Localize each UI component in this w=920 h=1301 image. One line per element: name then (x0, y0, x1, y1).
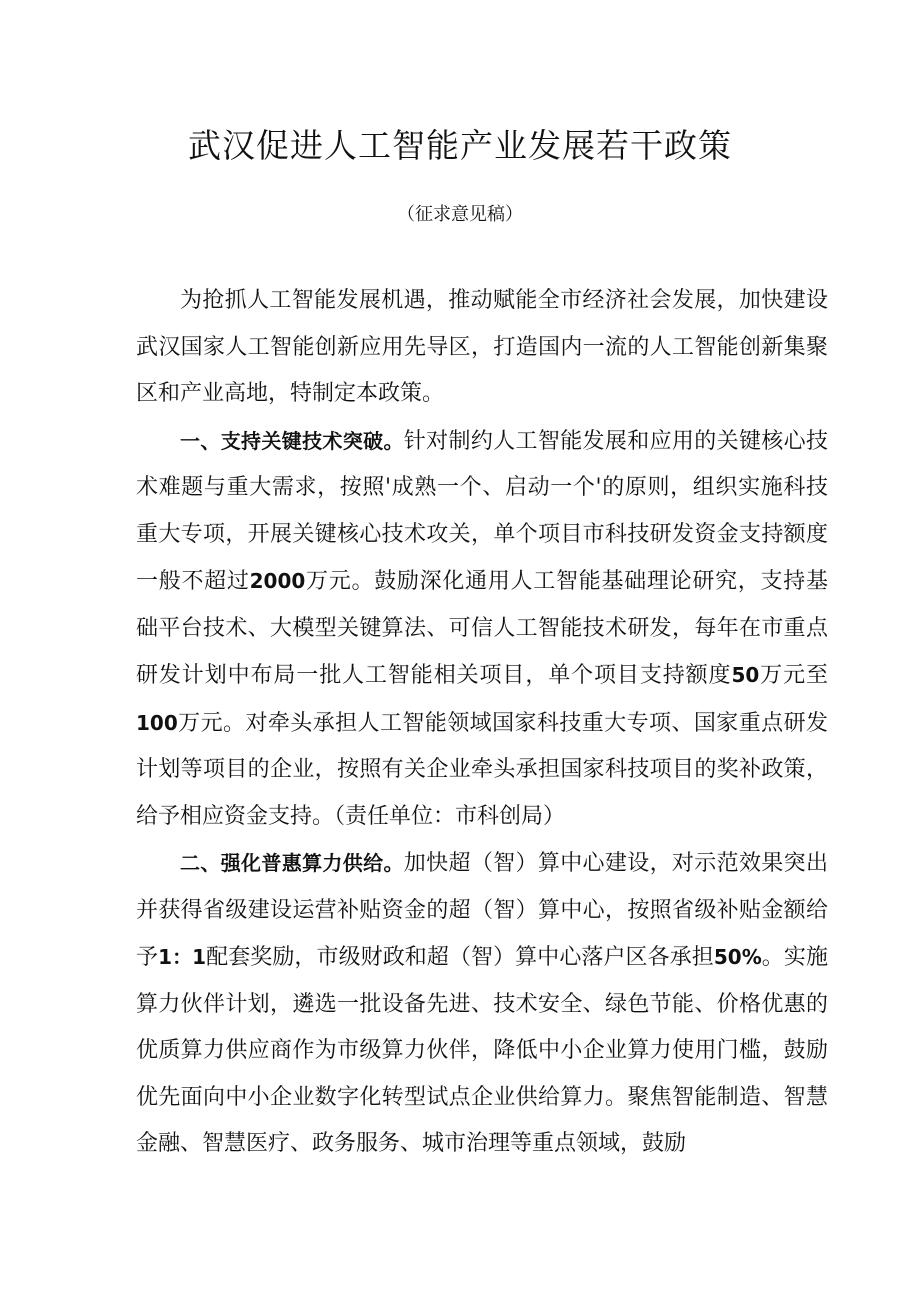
section-2-heading: 二、强化普惠算力供给。 (180, 851, 404, 875)
intro-paragraph: 为抢抓人工智能发展机遇，推动赋能全市经济社会发展，加快建设武汉国家人工智能创新应用先导区，打造国内一流的人工智能创新集聚区和产业高地，特制定本政策。 (136, 288, 828, 406)
section-1-text-2: 万元。鼓励深化通用人工智能基础理论研究，支持基础平台技术、大模型关键算法、可信人工智能技术研发，每年在市重点研发计划中布局一批人工智能相关项目，单个项目支持额度 (136, 569, 828, 688)
section-1-heading: 一、支持关键技术突破。 (180, 428, 404, 453)
section-2-ratio: 1：1 (158, 945, 207, 969)
document-subtitle: （征求意见稿） (397, 204, 523, 225)
section-1-text-3: 万元至 (759, 663, 828, 688)
section-2-text-3: 。实施算力伙伴计划，遴选一批设备先进、技术安全、绿色节能、价格优惠的优质算力供应商作为市级算力伙伴，降低中小企业算力使用门槛，鼓励优先面向中小企业数字化转型试点企业供给算力。聚焦智能制造、智慧金融、智慧医疗、政务服务、城市治理等重点领域，鼓励 (136, 945, 828, 1156)
section-1-paragraph (136, 418, 828, 841)
section-2-text-2: 配套奖励，市级财政和超（智）算中心落户区各承担 (206, 945, 714, 970)
section-2-text-1: 加快超（智）算中心建设，对示范效果突出并获得省级建设运营补贴资金的超（智）算中心，按照省级补贴金额给予 (136, 851, 828, 970)
section-1-amount-1: 2000 (249, 569, 306, 593)
section-1-amount-2: 50 (731, 663, 760, 687)
section-2-percent: 50% (713, 945, 762, 969)
section-1-text-1: 针对制约人工智能发展和应用的关键核心技术难题与重大需求，按照'成熟一个、启动一个'的原则，组织实施科技重大专项，开展关键核心技术攻关，单个项目市科技研发资金支持额度一般不超过 (136, 428, 828, 594)
document-body (136, 278, 828, 1168)
section-1-text-4: 万元。对牵头承担人工智能领域国家科技重大专项、国家重点研发计划等项目的企业，按照有关企业牵头承担国家科技项目的奖补政策，给予相应资金支持。（责任单位：市科创局） (136, 710, 828, 829)
section-1-amount-3: 100 (136, 710, 178, 735)
section-2-paragraph (136, 840, 828, 1168)
document-title: 武汉促进人工智能产业发展若干政策 (188, 126, 732, 165)
